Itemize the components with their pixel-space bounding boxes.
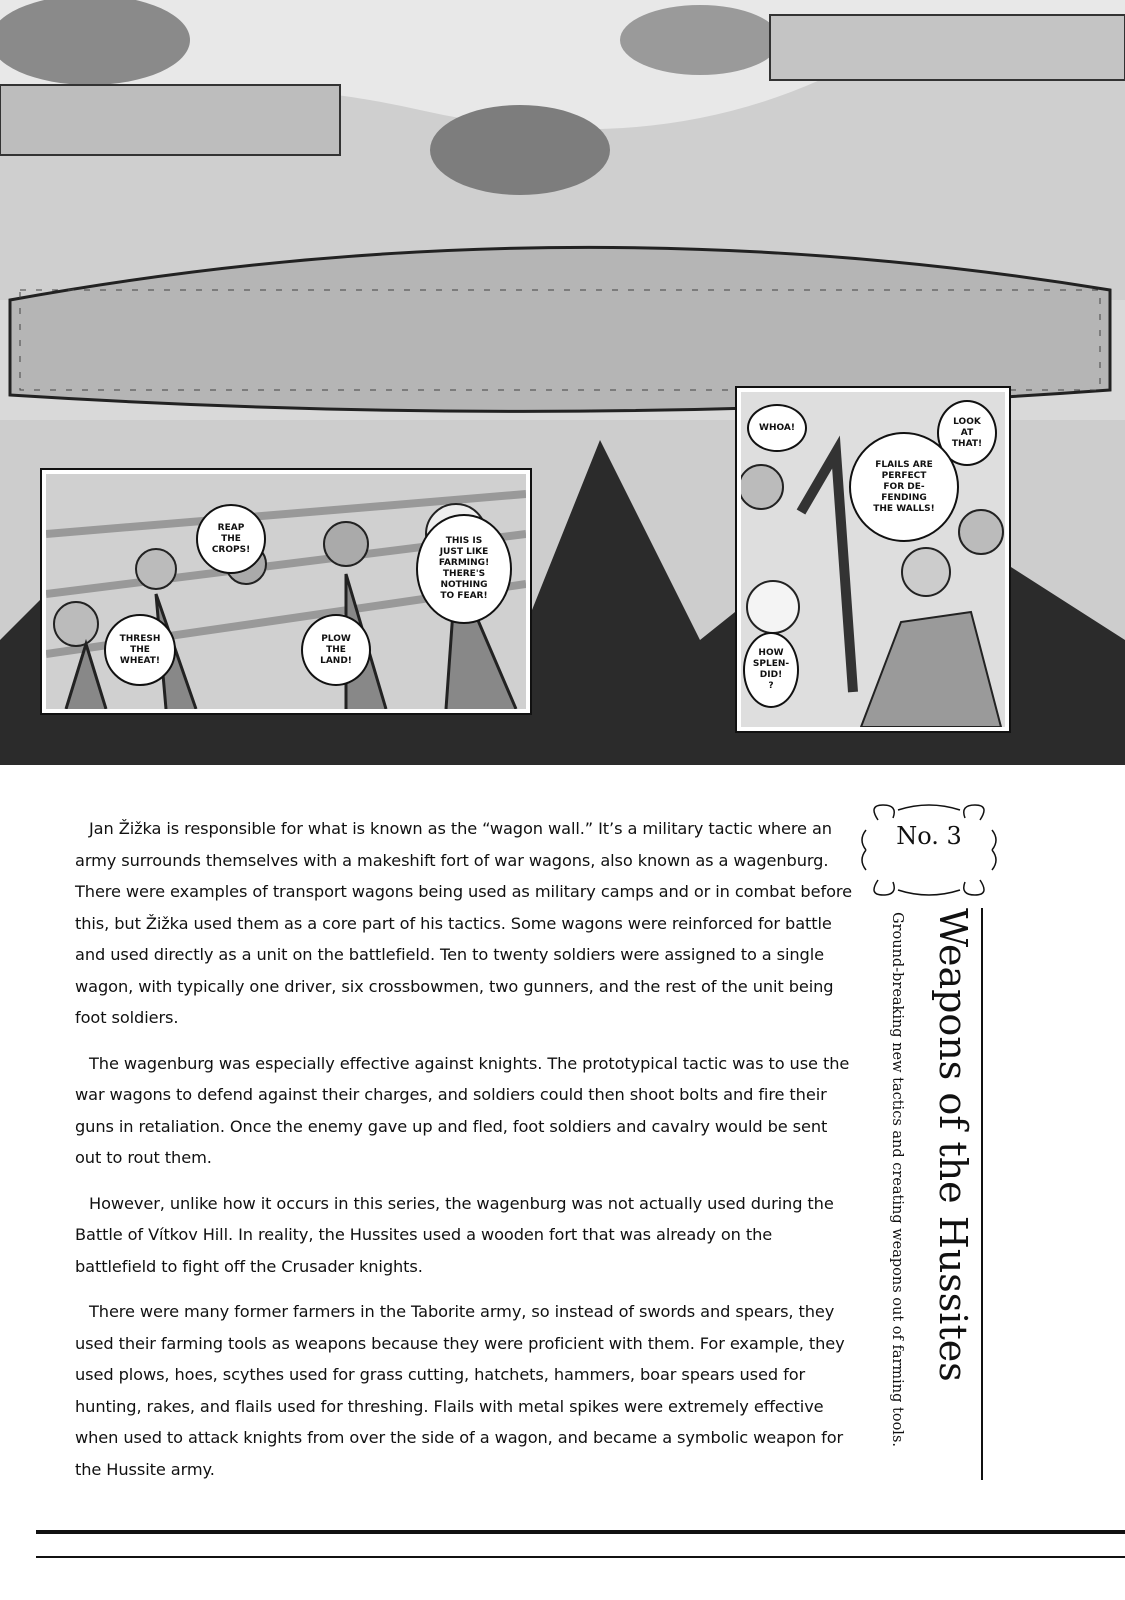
panel-farmers [42, 470, 530, 713]
column-title: Weapons of the Hussites [931, 908, 975, 1382]
column-subtitle: Ground-breaking new tactics and creating weapons out of farming tools. [889, 912, 905, 1447]
panel-flails [737, 388, 1009, 731]
column-number-badge: No. 3 [896, 822, 962, 850]
speech-bubble-plow: PLOW THE LAND! [301, 614, 371, 686]
article-paragraph: The wagenburg was especially effective against knights. The prototypical tactic was to use the war wagons to defend against their charges, and soldiers could then shoot bolts and fire their guns in retaliation. Once the enemy gave up and fled, foot soldiers and cavalry would be sent out to rout them. [75, 1053, 850, 1167]
article-paragraph: Jan Žižka is responsible for what is known as the “wagon wall.” It’s a military tactic where an army surrounds themselves with a makeshift fort of war wagons, also known as a wagenburg. There were examples of transport wagons being used as military camps and or in combat before this, but Žižka used them as a core part of his tactics. Some wagons were reinforced for battle and used directly as a unit on the battlefield. Ten to twenty soldiers were assigned to a single wagon, with typically one driver, six crossbowmen, two gunners, and the rest of the unit being foot soldiers. [75, 819, 852, 1027]
speech-bubble-splendid: HOW SPLEN- DID! ? [743, 632, 799, 708]
speech-bubble-reap: REAP THE CROPS! [196, 504, 266, 574]
speech-bubble-farming: THIS IS JUST LIKE FARMING! THERE'S NOTHING TO FEAR! [416, 514, 512, 624]
article-paragraph: However, unlike how it occurs in this series, the wagenburg was not actually used during the Battle of Vítkov Hill. In reality, the Hussites used a wooden fort that was already on the battlefield to fight off the Crusader knights. [75, 1193, 834, 1276]
footer-rule-thin [36, 1556, 1125, 1558]
speech-bubble-look: LOOK AT THAT! [937, 400, 997, 466]
speech-bubble-flails: FLAILS ARE PERFECT FOR DE- FENDING THE WALLS! [849, 432, 959, 542]
article-paragraph: There were many former farmers in the Taborite army, so instead of swords and spears, they used their farming tools as weapons because they were proficient with them. For example, they used plows, hoes, scythes used for grass cutting, hatchets, hammers, boar spears used for hunting, rakes, and flails used for threshing. Flails with metal spikes were extremely effective when used to attack knights from over the side of a wagon, and became a symbolic weapon for the Hussite army. [75, 1302, 845, 1479]
footer-rule-thick [36, 1530, 1125, 1534]
manga-illustration [0, 0, 1125, 765]
ornament-frame-icon [858, 800, 1000, 900]
column-sidebar [858, 800, 1000, 1500]
article-body [75, 813, 855, 1499]
sidebar-divider [981, 908, 983, 1480]
speech-bubble-thresh: THRESH THE WHEAT! [104, 614, 176, 686]
speech-bubble-whoa: WHOA! [747, 404, 807, 452]
